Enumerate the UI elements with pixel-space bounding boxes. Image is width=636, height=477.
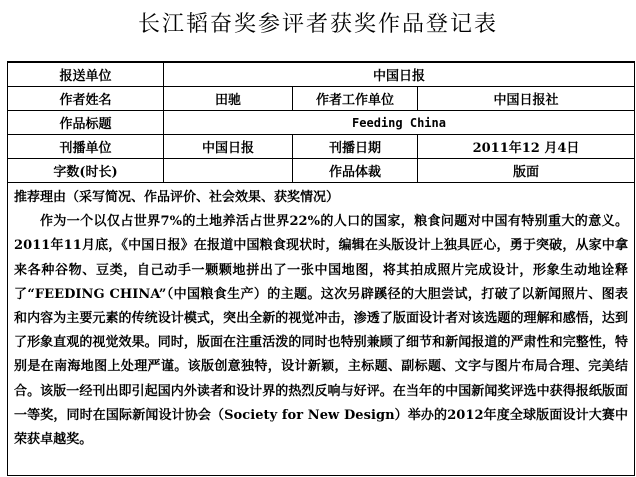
row-author <box>8 87 635 111</box>
registration-form-table <box>7 61 635 476</box>
reason-body: 作为一个以仅占世界7%的土地养活占世界22%的人口的国家，粮食问题对中国有特别重大的意义。2011年11月底，《中国日报》在报道中国粮食现状时，编辑在头版设计上独具匠心，勇于突破，从家中拿来各种谷物、豆类，自己动手一颗颗地拼出了一张中国地图，将其拍成照片完成设计，形象生动地诠释了“FEEDING CHINA”（中国粮食生产）的主题。这次另辟蹊径的大胆尝试，打破了以新闻照片、图表和内容为主要元素的传统设计模式，突出全新的视觉冲击，渗透了版面设计者对该选题的理解和感悟，达到了形象直观的视觉效果。同时，版面在注重活泼的同时也特别兼顾了细节和新闻报道的严肃性和完整性，特别是在南海地图上处理严谨。该版创意独特，设计新颖，主标题、副标题、文字与图片布局合理、完美结合。该版一经刊出即引起国内外读者和设计界的热烈反响与好评。在当年的中国新闻奖评选中获得报纸版面一等奖，同时在国际新闻设计协会（Society for New Design）举办的2012年度全球版面设计大赛中荣获卓越奖。 <box>14 214 629 448</box>
reason-cell <box>8 183 635 476</box>
publish-unit-value: 中国日报 <box>164 135 293 159</box>
form-title: 长江韬奋奖参评者获奖作品登记表 <box>137 12 498 37</box>
length-value <box>164 159 293 183</box>
submit-unit-label: 报送单位 <box>8 62 164 87</box>
row-submit-unit <box>8 62 635 87</box>
work-title-value: Feeding China <box>164 111 635 135</box>
row-reason <box>8 183 635 476</box>
author-work-unit-label: 作者工作单位 <box>293 87 418 111</box>
row-work-title <box>8 111 635 135</box>
publish-date-value: 2011年12 月4日 <box>418 135 635 159</box>
row-length-genre <box>8 159 635 183</box>
author-name-label: 作者姓名 <box>8 87 164 111</box>
publish-unit-label: 刊播单位 <box>8 135 164 159</box>
author-work-unit-value: 中国日报社 <box>418 87 635 111</box>
reason-heading: 推荐理由（采写简况、作品评价、社会效果、获奖情况） <box>14 190 340 205</box>
row-publish <box>8 135 635 159</box>
genre-value: 版面 <box>418 159 635 183</box>
submit-unit-value: 中国日报 <box>164 62 635 87</box>
genre-label: 作品体裁 <box>293 159 418 183</box>
author-name-value: 田驰 <box>164 87 293 111</box>
length-label: 字数(时长) <box>8 159 164 183</box>
work-title-label: 作品标题 <box>8 111 164 135</box>
publish-date-label: 刊播日期 <box>293 135 418 159</box>
